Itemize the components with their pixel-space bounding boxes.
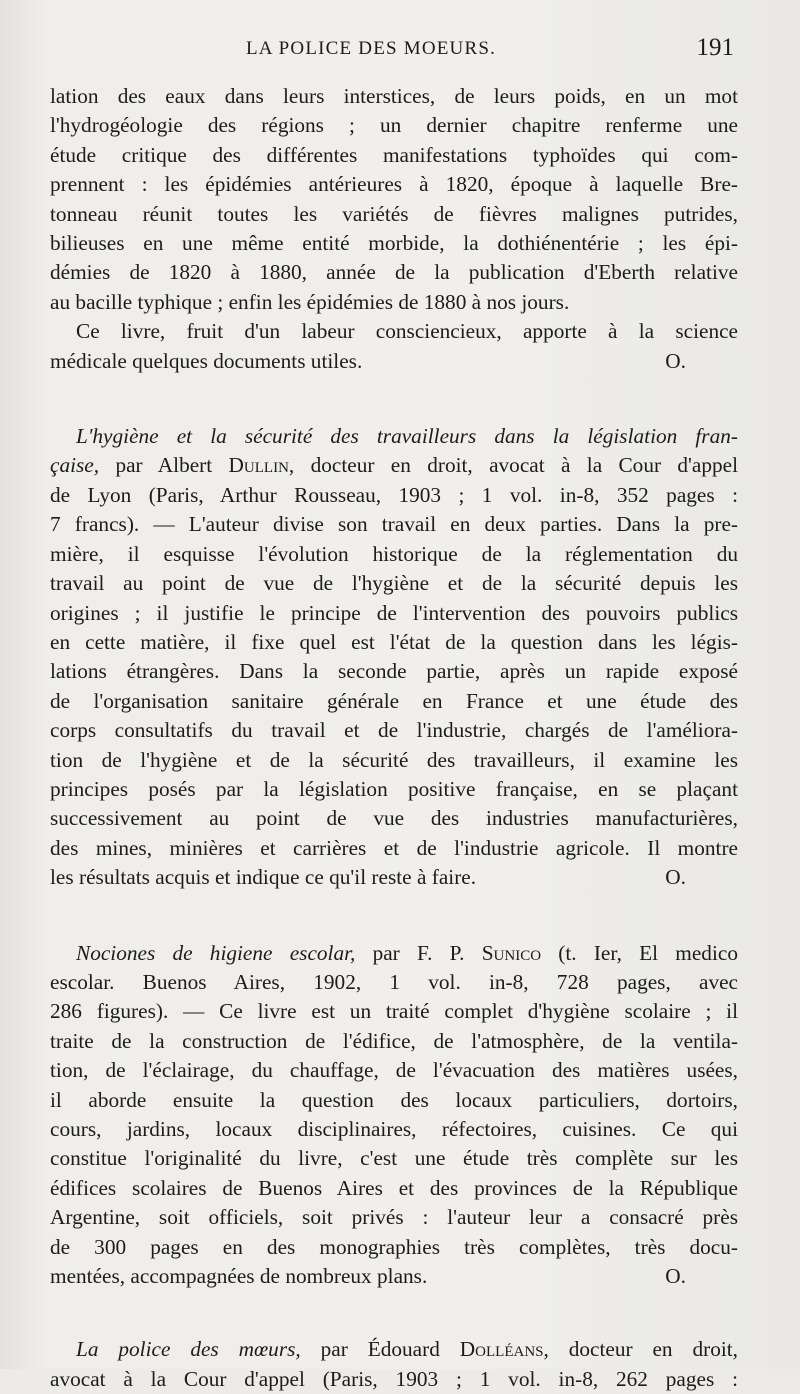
text-line-last <box>50 863 738 892</box>
text-line: 7 francs). — L'auteur divise son travail en deux parties. Dans la pre- <box>50 512 738 537</box>
author-name: Dullin <box>228 453 289 478</box>
text-line: bilieuses en une même entité morbide, la dothiénentérie ; les épi- <box>50 231 738 256</box>
running-header <box>0 34 800 68</box>
text-line: l'hydrogéologie des régions ; un dernier chapitre renferme une <box>50 113 738 138</box>
text-line: tion, de l'éclairage, du chauffage, de l'évacuation des matières usées, <box>50 1058 738 1083</box>
book-title: La police des mœurs, <box>76 1337 301 1362</box>
text-line: origines ; il justifie le principe de l'intervention des pouvoirs publics <box>50 600 738 625</box>
review-continuation <box>50 82 738 376</box>
text-line-content: mentées, accompagnées de nombreux plans. <box>50 1264 428 1289</box>
text-line: avocat à la Cour d'appel (Paris, 1903 ; 1 vol. in-8, 262 pages : <box>50 1366 738 1391</box>
text-line: mière, il esquisse l'évolution historique de la réglementation du <box>50 541 738 566</box>
text-line: corps consultatifs du travail et de l'industrie, chargés de l'améliora- <box>50 718 738 743</box>
text-line: prennent : les épidémies antérieures à 1820, époque à laquelle Bre- <box>50 172 738 197</box>
review-dullin <box>50 422 738 893</box>
book-title-end: çaise, <box>50 453 100 478</box>
text-line: démies de 1820 à 1880, année de la publication d'Eberth relative <box>50 260 738 285</box>
text-line: de Lyon (Paris, Arthur Rousseau, 1903 ; 1 vol. in-8, 352 pages : <box>50 482 738 507</box>
text-line: traite de la construction de l'édifice, de l'atmosphère, de la ventila- <box>50 1028 738 1053</box>
text-line-content: les résultats acquis et indique ce qu'il reste à faire. <box>50 865 477 890</box>
by-text: par Édouard <box>320 1337 440 1362</box>
book-title-line <box>50 939 738 968</box>
page-number: 191 <box>696 34 734 61</box>
book-title: Nociones de higiene escolar, <box>76 940 356 965</box>
by-text: par F. P. <box>372 940 465 965</box>
text-line: 286 figures). — Ce livre est un traité complet d'hygiène scolaire ; il <box>50 999 738 1024</box>
by-text: par Albert <box>115 453 213 478</box>
text-line: cours, jardins, locaux disciplinaires, réfectoires, cuisines. Ce qui <box>50 1117 738 1141</box>
text-line: travail au point de vue de l'hygiène et de la sécurité depuis les <box>50 571 738 596</box>
running-title: LA POLICE DES MOEURS. <box>246 38 497 59</box>
text-line: il aborde ensuite la question des locaux particuliers, dortoirs, <box>50 1087 738 1112</box>
text-line-content: médicale quelques documents utiles. <box>50 348 363 373</box>
author-name: Dolléans <box>459 1337 544 1362</box>
text-line: tion de l'hygiène et de la sécurité des travailleurs, il examine les <box>50 747 738 772</box>
text-line-last <box>50 347 738 376</box>
book-title-line <box>50 1335 738 1364</box>
text-content: (t. Ier, El medico <box>558 940 738 965</box>
book-title: L'hygiène et la sécurité des travailleurs dans la législation fran- <box>76 424 738 449</box>
text-line: lation des eaux dans leurs interstices, de leurs poids, en un mot <box>50 84 738 108</box>
text-content: , docteur en droit, avocat à la Cour d'appel <box>288 453 739 478</box>
text-line: Argentine, soit officiels, soit privés : l'auteur leur a consacré près <box>50 1205 738 1230</box>
text-line <box>50 451 738 480</box>
page-body <box>50 82 738 1394</box>
text-line: tonneau réunit toutes les variétés de fièvres malignes putrides, <box>50 201 738 226</box>
text-line: constitue l'originalité du livre, c'est une étude très complète sur les <box>50 1146 738 1171</box>
text-line: principes posés par la législation positive française, en se plaçant <box>50 776 738 801</box>
text-line: étude critique des différentes manifestations typhoïdes qui com- <box>50 142 738 167</box>
text-line: au bacille typhique ; enfin les épidémies de 1880 à nos jours. <box>50 289 570 314</box>
text-line: de l'organisation sanitaire générale en France et une étude des <box>50 688 738 713</box>
reviewer-signature: O. <box>665 865 686 890</box>
review-sunico <box>50 939 738 1292</box>
text-line-last <box>50 1262 738 1291</box>
author-name: Sunico <box>481 940 542 965</box>
text-line: escolar. Buenos Aires, 1902, 1 vol. in-8, 728 pages, avec <box>50 969 738 994</box>
text-line: en cette matière, il fixe quel est l'état de la question dans les légis- <box>50 629 738 654</box>
text-line: lations étrangères. Dans la seconde partie, après un rapide exposé <box>50 659 738 684</box>
text-content: , docteur en droit, <box>543 1337 739 1362</box>
reviewer-signature: O. <box>665 348 686 373</box>
text-line: Ce livre, fruit d'un labeur consciencieux, apporte à la science <box>76 319 738 344</box>
text-line: successivement au point de vue des industries manufacturières, <box>50 806 738 831</box>
reviewer-signature: O. <box>665 1264 686 1289</box>
review-dolleans <box>50 1335 738 1394</box>
book-title-line <box>50 422 738 451</box>
text-line: des mines, minières et carrières et de l'industrie agricole. Il montre <box>50 835 738 860</box>
text-line: édifices scolaires de Buenos Aires et des provinces de la République <box>50 1175 738 1200</box>
text-line: de 300 pages en des monographies très complètes, très docu- <box>50 1234 738 1259</box>
